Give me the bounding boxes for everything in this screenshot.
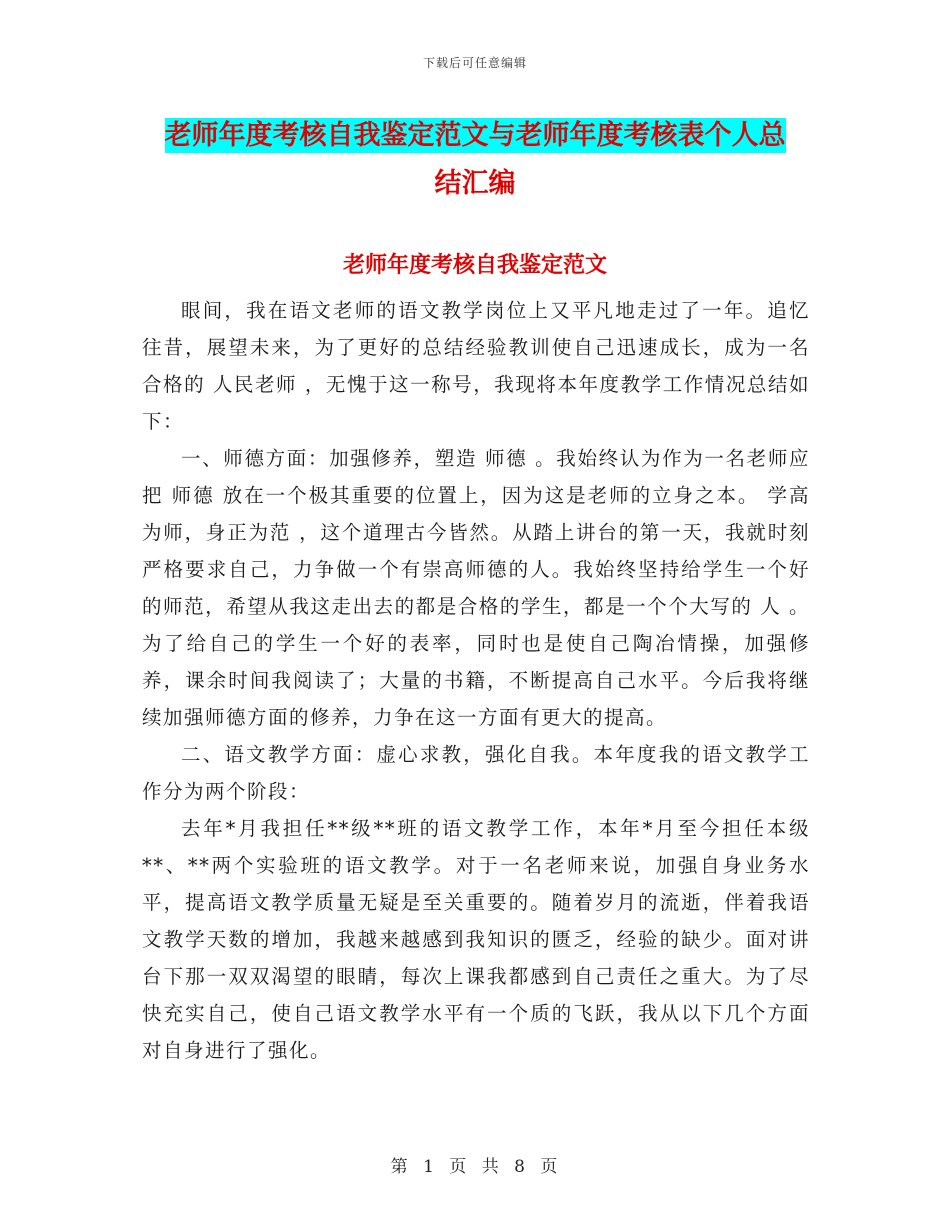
- document-body: [142, 292, 810, 1069]
- document-title: [0, 112, 950, 208]
- page-footer: 第 1 页 共 8 页: [390, 1157, 560, 1177]
- page-header-note: 下载后可任意编辑: [422, 56, 527, 70]
- paragraph: 去年*月我担任**级**班的语文教学工作，本年*月至今担任本级**、**两个实验班的语文教学。对于一名老师来说，加强自身业务水平，提高语文教学质量无疑是至关重要的。随着岁月的流逝，伴着我语文教学天数的增加，我越来越感到我知识的匮乏，经验的缺少。面对讲台下那一双双渴望的眼睛，每次上课我都感到自己责任之重大。为了尽快充实自己，使自己语文教学水平有一个质的飞跃，我从以下几个方面对自身进行了强化。: [142, 817, 810, 1062]
- document-title-line-2: 结汇编: [434, 168, 516, 199]
- document-title-line-1: 老师年度考核自我鉴定范文与老师年度考核表个人总: [164, 120, 786, 151]
- paragraph: 一、师德方面：加强修养，塑造 师德 。我始终认为作为一名老师应把 师德 放在一个极其重要的位置上，因为这是老师的立身之本。 学高为师，身正为范 ，这个道理古今皆然。从踏上讲台的第一天，我就时刻严格要求自己，力争做一个有崇高师德的人。我始终坚持给学生一个好的师范，希望从我这走出去的都是合格的学生，都是一个个大写的 人 。为了给自己的学生一个好的表率，同时也是使自己陶冶情操，加强修养，课余时间我阅读了；大量的书籍，不断提高自己水平。今后我将继续加强师德方面的修养，力争在这一方面有更大的提高。: [142, 447, 810, 729]
- paragraph: 眼间，我在语文老师的语文教学岗位上又平凡地走过了一年。追忆往昔，展望未来，为了更好的总结经验教训使自己迅速成长，成为一名合格的 人民老师 ，无愧于这一称号，我现将本年度教学工作情况总结如下：: [142, 299, 810, 433]
- paragraph: 二、语文教学方面：虚心求教，强化自我。本年度我的语文教学工作分为两个阶段：: [142, 743, 810, 803]
- section-title: 老师年度考核自我鉴定范文: [342, 253, 607, 278]
